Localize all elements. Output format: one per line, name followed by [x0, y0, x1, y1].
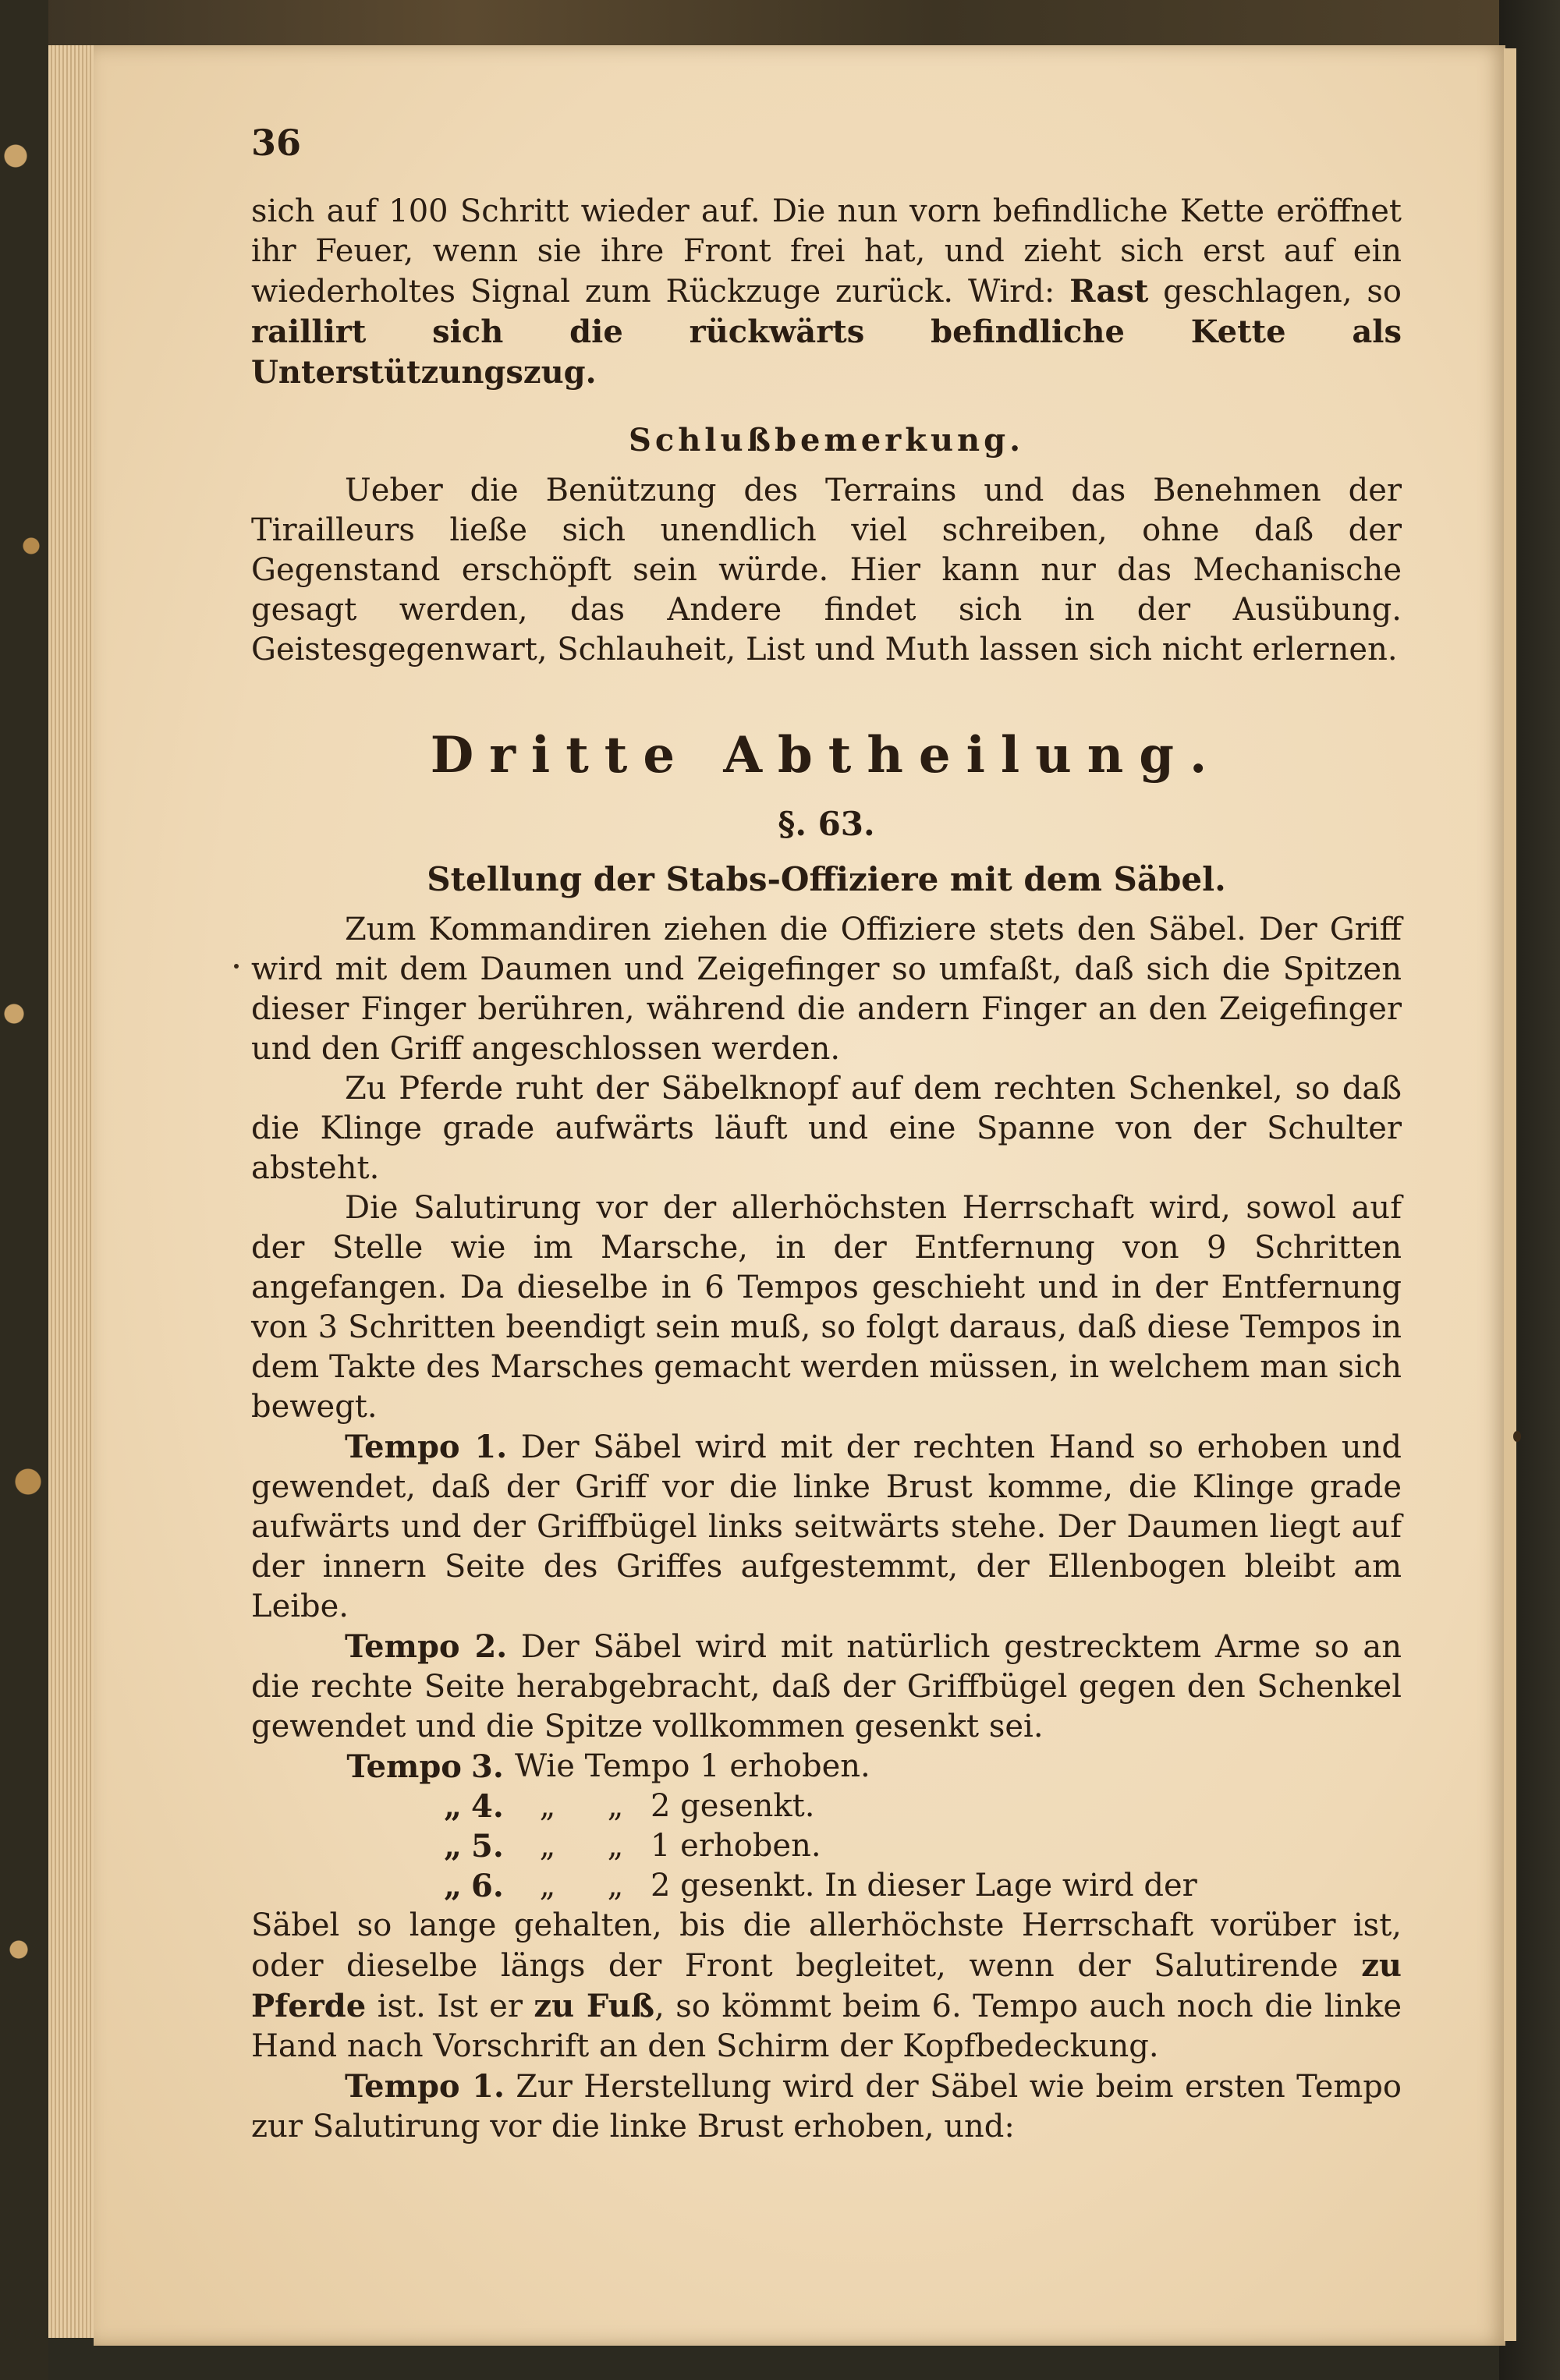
paragraph-restore-tempo-1: Tempo 1. Zur Herstellung wird der Säbel wie beim ersten Tempo zur Salutirung vor die linke Brust erhoben, und:: [251, 2068, 1402, 2144]
ditto-mark: „: [607, 1828, 624, 1864]
ditto-mark: „: [607, 1788, 624, 1824]
page-number: 36: [251, 122, 302, 164]
tempo-row-text: Wie Tempo 1 erhoben.: [515, 1748, 870, 1784]
bold-on-foot: zu Fuß: [534, 1988, 655, 2024]
tempo-row-number: 5.: [471, 1828, 504, 1865]
ditto-mark: „: [539, 1788, 556, 1824]
tempo-list-row: [251, 1826, 1402, 1866]
section-title: Stellung der Stabs-Offiziere mit dem Säbel.: [427, 860, 1226, 898]
tempo-label: Tempo 1.: [345, 2068, 505, 2105]
section-heading-closing-remark: Schlußbemerkung.: [628, 422, 1025, 459]
tempo-list-row: [251, 1866, 1402, 1906]
facing-page-edge: [1504, 48, 1516, 2341]
paragraph-closing-remark: Ueber die Benützung des Terrains und das Benehmen der Tirailleurs ließe sich unendlich viel schreiben, ohne daß der Gegenstand erschöpft sein würde. Hier kann nur das Mechanische gesagt werden, das Andere findet sich in der Ausübung. Geistesgegenwart, Schlauheit, List und Muth lassen sich nicht erlernen.: [251, 473, 1402, 668]
ditto-mark: „: [539, 1828, 556, 1864]
tempo-row-number: 3.: [471, 1748, 504, 1785]
tempo-row-text: 2 gesenkt.: [651, 1788, 815, 1824]
paragraph-drawing-sabre: Zum Kommandiren ziehen die Offiziere stets den Säbel. Der Griff wird mit dem Daumen und Zeigefinger so umfaßt, daß sich die Spitzen dieser Finger berühren, während die andern Finger an den Zeigefinger und den Griff angeschlossen werden.: [251, 912, 1402, 1067]
tempo-row-label: „: [443, 1828, 462, 1865]
bold-on-horseback: zu Pferde: [251, 1947, 1402, 2024]
bold-rally-instruction: raillirt sich die rückwärts befindliche Kette als Unterstützungszug.: [251, 313, 1402, 391]
paragraph-retreat-signal: sich auf 100 Schritt wieder auf. Die nun vorn befindliche Kette eröffnet ihr Feuer, wenn sie ihre Front frei hat, und zieht sich erst auf ein wiederholtes Signal zum Rückzuge zurück. Wird: Rast geschlagen, so raillirt sich die rückwärts befindliche Kette als Unterstützungszug.: [251, 193, 1402, 391]
tempo-row-number: 4.: [471, 1788, 504, 1825]
tempo-row-label: „: [443, 1868, 462, 1904]
paragraph-mounted-position: Zu Pferde ruht der Säbelknopf auf dem rechten Schenkel, so daß die Klinge grade aufwärts läuft und eine Spanne von der Schulter absteht.: [251, 1071, 1402, 1186]
division-heading: Dritte Abtheilung.: [430, 726, 1223, 784]
section-number: §. 63.: [778, 805, 875, 843]
book-binding-left: [0, 0, 48, 2380]
paragraph-tempo-1: Tempo 1. Der Säbel wird mit der rechten Hand so erhoben und gewendet, daß der Griff vor die linke Brust komme, die Klinge grade aufwärts und der Griffbügel links seitwärts stehe. Der Daumen liegt auf der innern Seite des Griffes aufgestemmt, der Ellenbogen bleibt am Leibe.: [251, 1429, 1402, 1624]
tempo-row-number: 6.: [471, 1868, 504, 1904]
tempo-row-text: 1 erhoben.: [651, 1828, 821, 1864]
tempo-row-text: 2 gesenkt. In dieser Lage wird der: [651, 1868, 1197, 1904]
tempo-label: Tempo 2.: [345, 1628, 508, 1665]
ink-speck: [234, 964, 239, 969]
book-binding-top: [0, 0, 1560, 47]
paragraph-salute-intro: Die Salutirung vor der allerhöchsten Herrschaft wird, sowol auf der Stelle wie im Marsche, in der Entfernung von 9 Schritten angefangen. Da dieselbe in 6 Tempos geschieht und in der Entfernung von 3 Schritten beendigt sein muß, so folgt daraus, daß diese Tempos in dem Takte des Marsches gemacht werden müssen, in welchem man sich bewegt.: [251, 1190, 1402, 1425]
tempo-label: Tempo 1.: [345, 1429, 508, 1465]
ditto-mark: „: [607, 1868, 624, 1904]
paragraph-tempo-2: Tempo 2. Der Säbel wird mit natürlich gestrecktem Arme so an die rechte Seite herabgebracht, daß der Griffbügel gegen den Schenkel gewendet und die Spitze vollkommen gesenkt sei.: [251, 1628, 1402, 1744]
tempo-row-label: „: [443, 1788, 462, 1825]
paragraph-tempo-6-continued: Säbel so lange gehalten, bis die allerhöchste Herrschaft vorüber ist, oder dieselbe längs der Front begleitet, wenn der Salutirende zu Pferde ist. Ist er zu Fuß, so kömmt beim 6. Tempo auch noch die linke Hand nach Vorschrift an den Schirm der Kopfbedeckung.: [251, 1907, 1402, 2064]
bold-command-rast: Rast: [1069, 273, 1149, 310]
tempo-list-row: [251, 1747, 1402, 1787]
tempo-list: [251, 1747, 1402, 1906]
tempo-list-row: [251, 1787, 1402, 1826]
tempo-row-label: Tempo: [346, 1748, 462, 1785]
ink-speck: [1513, 1431, 1521, 1442]
ditto-mark: „: [539, 1868, 556, 1904]
page-content: [251, 122, 1402, 2147]
